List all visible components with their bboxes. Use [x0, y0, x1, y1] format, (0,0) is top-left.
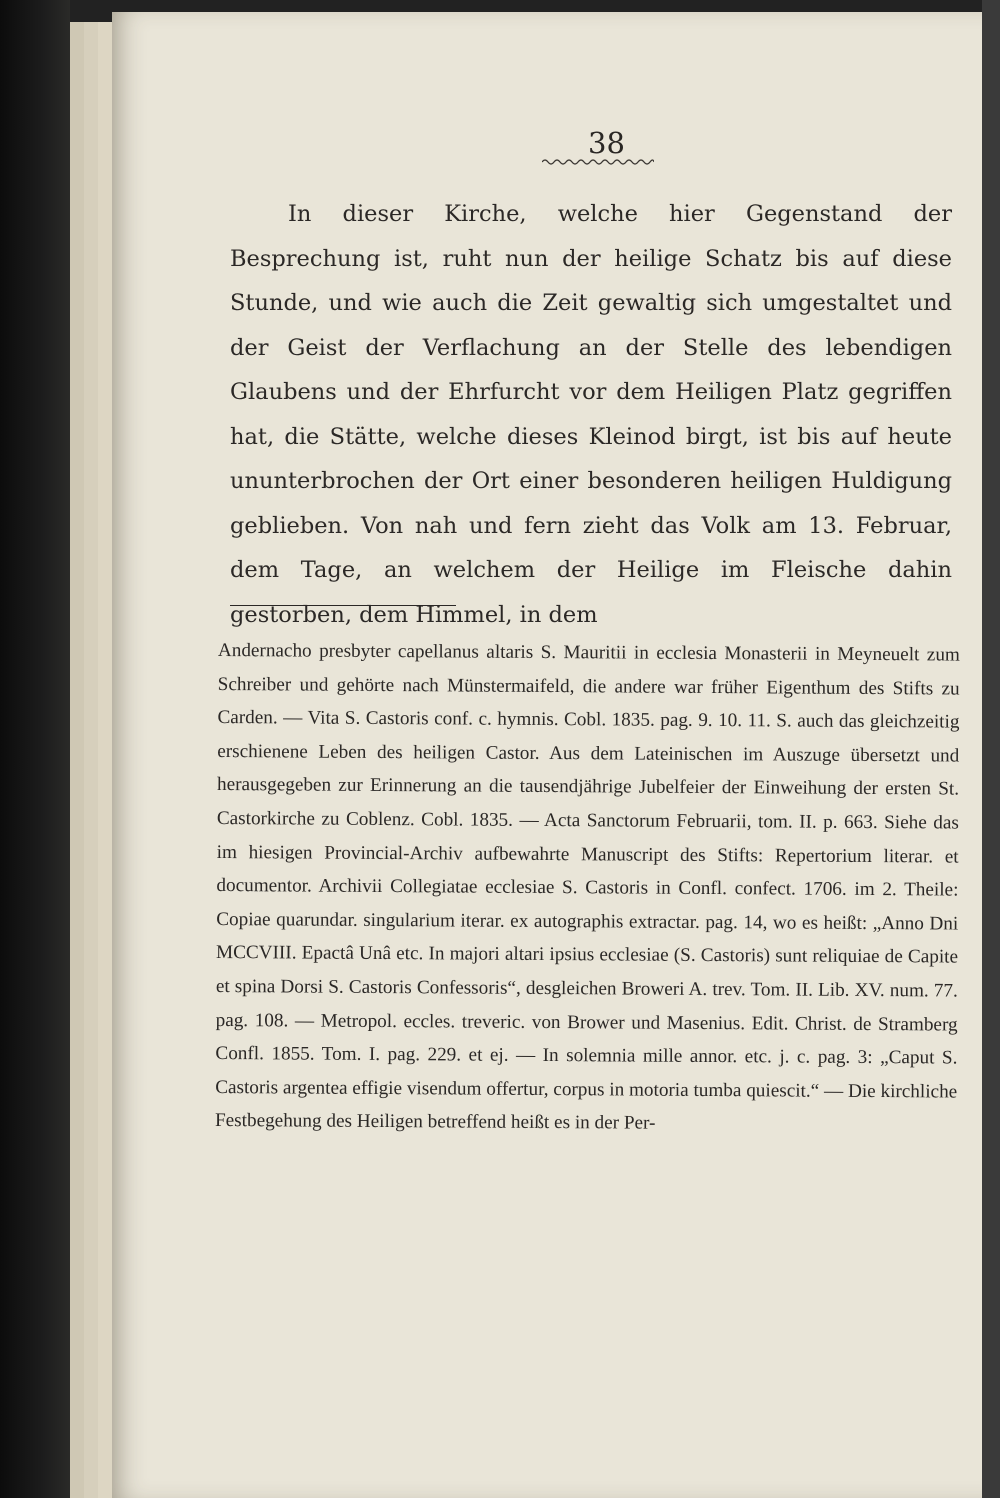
page-number-ornament	[542, 158, 654, 166]
main-paragraph	[230, 192, 952, 637]
scan-background-strip	[982, 0, 1000, 1498]
footnote-block	[215, 634, 960, 1142]
page-number: 38	[588, 126, 625, 160]
footnote-text: Andernacho presbyter capellanus altaris S. Mauritii in ecclesia Monasterii in Meyneuelt zum Schreiber und gehörte nach Münstermaifeld, die andere war früher Eigenthum des Stifts zu Carden. — Vita S. Castoris conf. c. hymnis. Cobl. 1835. pag. 9. 10. 11. S. auch das gleichzeitig erschienene Leben des heiligen Castor. Aus dem Lateinischen im Auszuge übersetzt und herausgegeben zur Erinnerung an die tausendjährige Jubelfeier der Einweihung der ersten St. Castorkirche zu Coblenz. Cobl. 1835. — Acta Sanctorum Februarii, tom. II. p. 663. Siehe das im hiesigen Provincial-Archiv aufbewahrte Manuscript des Stifts: Repertorium literar. et documentor. Archivii Collegiatae ecclesiae S. Castoris in Confl. confect. 1706. im 2. Theile: Copiae quarundar. singularium iterar. ex autographis extractar. pag. 14, wo es heißt: „Anno Dni MCCVIII. Epactâ Unâ etc. In majori altari ipsius ecclesiae (S. Castoris) sunt reliquiae de Capite et spina Dorsi S. Castoris Confessoris“, desgleichen Broweri A. trev. Tom. II. Lib. XV. num. 77. pag. 108. — Metropol. eccles. treveric. von Brower und Masenius. Edit. Christ. de Stramberg Confl. 1855. Tom. I. pag. 229. et ej. — In solemnia mille annor. etc. j. c. pag. 3: „Caput S. Castoris argentea effigie visendum offertur, corpus in motoria tumba quiescit.“ — Die kirchliche Festbegehung des Heiligen betreffend heißt es in der Per-	[214, 639, 960, 1134]
page-edge	[84, 22, 99, 1498]
page-edge	[70, 22, 85, 1498]
main-paragraph-text: In dieser Kirche, welche hier Gegenstand der Besprechung ist, ruht nun der heilige Schatz bis auf diese Stunde, und wie auch die Zeit gewaltig sich umgestaltet und der Geist der Verflachung an der Stelle des lebendigen Glaubens und der Ehrfurcht vor dem Heiligen Platz gegriffen hat, die Stätte, welche dieses Kleinod birgt, ist bis auf heute ununterbrochen der Ort einer besonderen heiligen Huldigung geblieben. Von nah und fern zieht das Volk am 13. Februar, dem Tage, an welchem der Heilige im Fleische dahin gestorben, dem Himmel, in dem	[230, 201, 952, 628]
footnote-separator	[230, 605, 456, 606]
book-cover-edge	[0, 0, 70, 1498]
page-edge	[98, 22, 113, 1498]
